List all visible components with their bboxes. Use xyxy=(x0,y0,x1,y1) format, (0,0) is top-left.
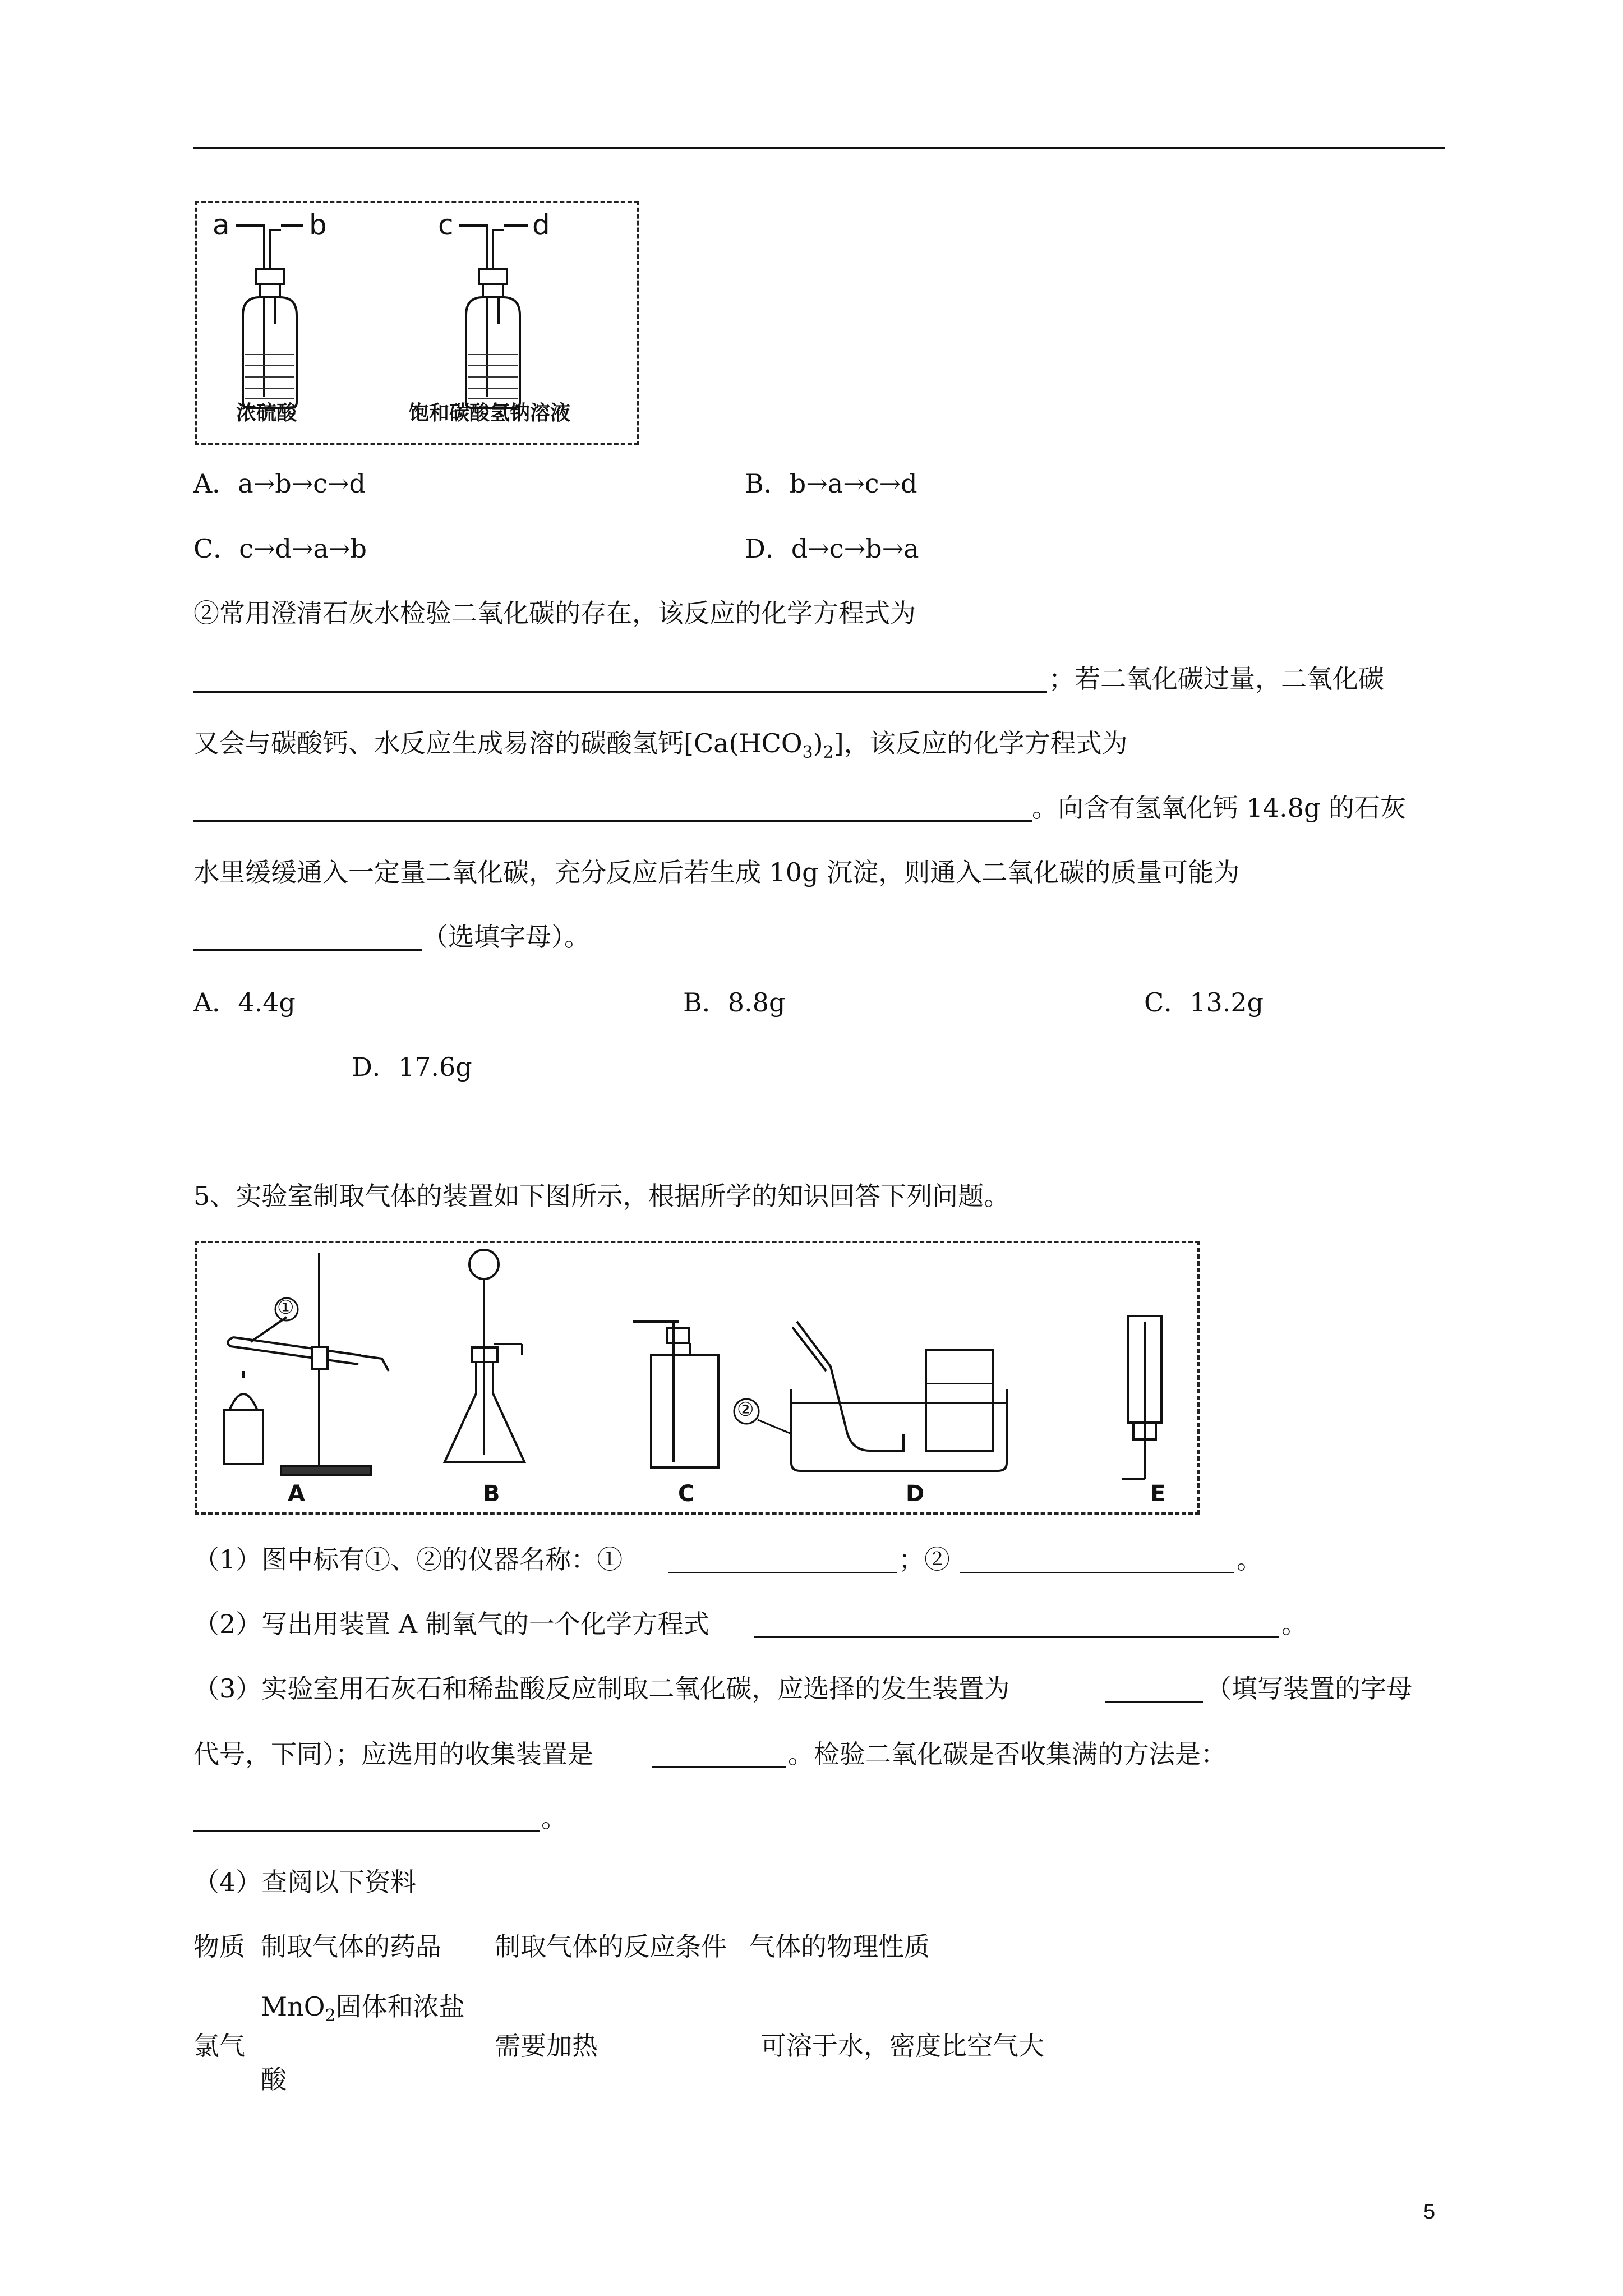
option-a: A．a→b→c→d xyxy=(193,468,366,499)
q5-s2-end: 。 xyxy=(1281,1609,1307,1639)
reagent-sub: 2 xyxy=(325,2006,336,2026)
answer-blank-check-method[interactable] xyxy=(193,1830,540,1832)
q2-option-d: D．17.6g xyxy=(352,1052,472,1082)
port-d-label: d xyxy=(532,209,550,241)
q5-s3-line1-pre: （3）实验室用石灰石和稀盐酸反应制取二氧化碳，应选择的发生装置为 xyxy=(193,1673,1010,1704)
q2-option-a: A．4.4g xyxy=(193,987,296,1018)
answer-blank-choice[interactable] xyxy=(193,949,422,951)
q2-line6-tail: （选填字母）。 xyxy=(422,922,590,952)
apparatus-label-e: E xyxy=(1150,1481,1166,1507)
q2-line3-mid: ) xyxy=(813,728,823,758)
apparatus-label-a: A xyxy=(288,1481,305,1507)
q5-s1-mid: ；② xyxy=(898,1544,950,1575)
marker-2: ② xyxy=(737,1398,754,1421)
reagent-mno: MnO xyxy=(261,1991,325,2022)
q5-s4: （4）查阅以下资料 xyxy=(193,1867,417,1897)
table-header-substance: 物质 xyxy=(193,1931,245,1962)
q5-s3-line1-post: （填写装置的字母 xyxy=(1206,1673,1412,1704)
q5-title: 5、实验室制取气体的装置如下图所示，根据所学的知识回答下列问题。 xyxy=(193,1181,1010,1211)
q2-line1: ②常用澄清石灰水检验二氧化碳的存在，该反应的化学方程式为 xyxy=(193,598,916,628)
q2-option-c: C．13.2g xyxy=(1144,987,1264,1018)
answer-blank-equation2[interactable] xyxy=(193,820,1032,822)
apparatus-drawing xyxy=(197,1243,1197,1512)
marker-1: ① xyxy=(277,1296,294,1319)
apparatus-label-c: C xyxy=(678,1481,695,1507)
table-header-reagent: 制取气体的药品 xyxy=(261,1931,441,1962)
apparatus-label-d: D xyxy=(906,1481,925,1507)
table-cell-reagent-line2: 酸 xyxy=(261,2064,287,2095)
answer-blank-generator[interactable] xyxy=(1105,1701,1203,1703)
q2-line3-pre: 又会与碳酸钙、水反应生成易溶的碳酸氢钙[Ca(HCO xyxy=(193,728,803,758)
q2-line3-sub2: 2 xyxy=(823,743,834,763)
page-number: 5 xyxy=(1423,2200,1436,2224)
table-cell-substance: 氯气 xyxy=(193,2031,245,2061)
port-b-label: b xyxy=(309,209,327,241)
q5-s2-pre: （2）写出用装置 A 制氧气的一个化学方程式 xyxy=(193,1609,709,1639)
q5-s1-end: 。 xyxy=(1237,1544,1262,1575)
q2-option-b: B．8.8g xyxy=(683,987,786,1018)
option-c: C．c→d→a→b xyxy=(193,533,367,564)
q2-line4-tail: 。向含有氢氧化钙 14.8g 的石灰 xyxy=(1032,793,1407,823)
q2-line3-post: ]，该反应的化学方程式为 xyxy=(833,728,1128,758)
table-header-property: 气体的物理性质 xyxy=(749,1931,930,1962)
option-d: D．d→c→b→a xyxy=(745,533,919,564)
answer-blank-collector[interactable] xyxy=(652,1766,786,1768)
q5-s3-line2-pre: 代号，下同）；应选用的收集装置是 xyxy=(193,1739,593,1769)
reagent-post: 固体和浓盐 xyxy=(335,1991,465,2022)
q2-line3 xyxy=(193,726,1128,770)
answer-blank-equation1[interactable] xyxy=(193,691,1047,693)
gas-wash-bottles-figure xyxy=(195,201,639,445)
q5-s3-line3-end: 。 xyxy=(541,1803,567,1833)
table-header-condition: 制取气体的反应条件 xyxy=(495,1931,727,1962)
answer-blank-oxygen-equation[interactable] xyxy=(754,1636,1279,1638)
apparatus-figure xyxy=(195,1241,1200,1515)
table-cell-reagent-line1 xyxy=(261,1990,465,2033)
answer-blank-instrument1[interactable] xyxy=(668,1572,897,1573)
q5-s1-pre: （1）图中标有①、②的仪器名称：① xyxy=(193,1544,623,1575)
apparatus-label-b: B xyxy=(483,1481,500,1507)
answer-blank-instrument2[interactable] xyxy=(960,1572,1234,1573)
port-c-label: c xyxy=(438,209,454,241)
table-cell-condition: 需要加热 xyxy=(495,2031,598,2061)
q2-line2-tail: ；若二氧化碳过量，二氧化碳 xyxy=(1049,664,1384,694)
conc-sulfuric-acid-label: 浓硫酸 xyxy=(236,402,297,425)
q2-line5: 水里缓缓通入一定量二氧化碳，充分反应后若生成 10g 沉淀，则通入二氧化碳的质量可能为 xyxy=(193,857,1240,887)
port-a-label: a xyxy=(213,209,230,241)
sodium-bicarbonate-label: 饱和碳酸氢钠溶液 xyxy=(409,402,571,425)
q2-line3-sub3: 3 xyxy=(802,743,813,763)
table-cell-property: 可溶于水，密度比空气大 xyxy=(760,2031,1044,2061)
option-b: B．b→a→c→d xyxy=(745,468,917,499)
q5-s3-line2-post: 。检验二氧化碳是否收集满的方法是： xyxy=(788,1739,1227,1769)
header-rule xyxy=(193,147,1445,149)
